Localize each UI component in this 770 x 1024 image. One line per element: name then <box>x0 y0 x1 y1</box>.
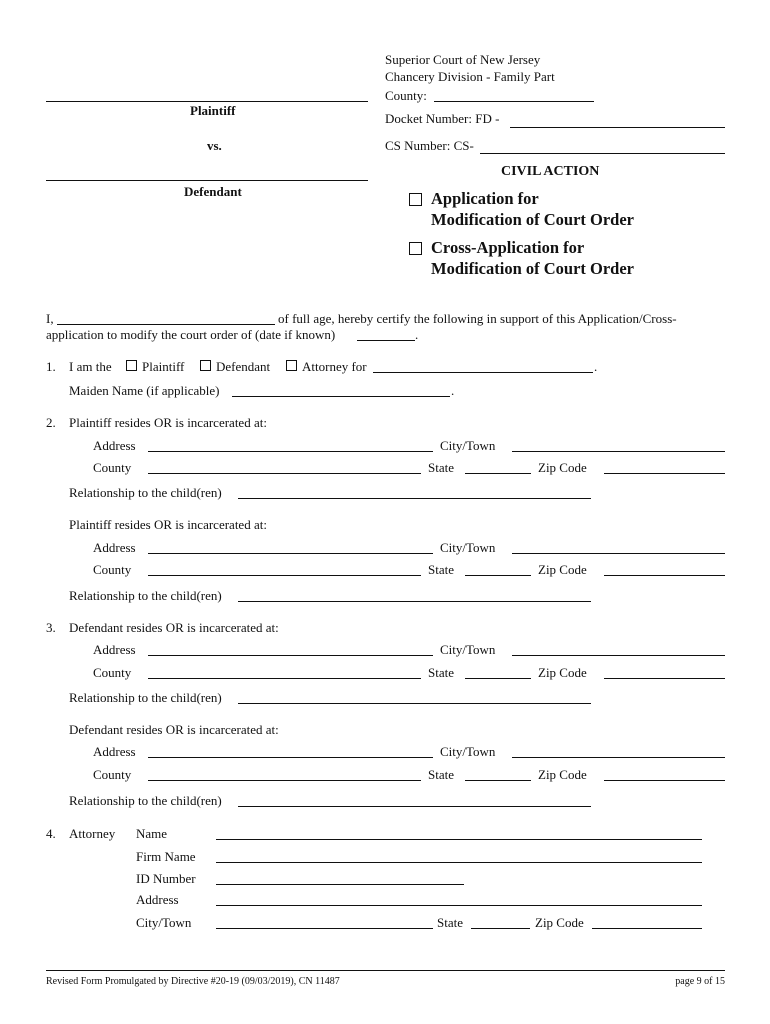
defendant-city-field-2[interactable] <box>512 742 725 758</box>
zip-code-label: Zip Code <box>538 562 587 577</box>
plaintiff-option-label: Plaintiff <box>142 359 185 374</box>
plaintiff-zip-field[interactable] <box>604 458 725 474</box>
defendant-zip-field-2[interactable] <box>604 765 725 781</box>
attorney-zip-field[interactable] <box>592 913 702 929</box>
cs-number-label: CS Number: CS- <box>385 138 474 153</box>
footer-divider <box>46 970 725 971</box>
plaintiff-residence-heading-2: Plaintiff resides OR is incarcerated at: <box>69 517 267 532</box>
defendant-residence-heading-2: Defendant resides OR is incarcerated at: <box>69 722 279 737</box>
defendant-city-field[interactable] <box>512 640 725 656</box>
relationship-label: Relationship to the child(ren) <box>69 690 222 705</box>
defendant-residence-heading: Defendant resides OR is incarcerated at: <box>69 620 279 635</box>
plaintiff-residence-heading: Plaintiff resides OR is incarcerated at: <box>69 415 267 430</box>
address-label: Address <box>93 438 136 453</box>
city-town-label: City/Town <box>440 744 496 759</box>
attorney-address-label: Address <box>136 892 179 907</box>
city-town-label: City/Town <box>440 642 496 657</box>
intro-period: . <box>415 327 419 342</box>
county-label: County <box>93 665 132 680</box>
cross-application-checkbox[interactable] <box>409 242 422 255</box>
plaintiff-address-field-2[interactable] <box>148 538 433 554</box>
plaintiff-address-field[interactable] <box>148 436 433 452</box>
court-name: Superior Court of New Jersey <box>385 52 541 67</box>
id-number-label: ID Number <box>136 871 196 886</box>
plaintiff-state-field-2[interactable] <box>465 560 531 576</box>
county-field[interactable] <box>434 86 594 102</box>
defendant-checkbox[interactable] <box>200 360 211 371</box>
plaintiff-city-field-2[interactable] <box>512 538 725 554</box>
intro-prefix: I, <box>46 311 54 326</box>
defendant-label: Defendant <box>184 184 242 199</box>
zip-code-label: Zip Code <box>538 767 587 782</box>
defendant-county-field-2[interactable] <box>148 765 421 781</box>
intro-text-2: application to modify the court order of (date if known) <box>46 327 336 342</box>
plaintiff-county-field-2[interactable] <box>148 560 421 576</box>
zip-code-label: Zip Code <box>538 665 587 680</box>
state-label: State <box>428 665 454 680</box>
item1-number: 1. <box>46 359 56 374</box>
id-number-field[interactable] <box>216 869 464 885</box>
defendant-option-label: Defendant <box>216 359 271 374</box>
defendant-zip-field[interactable] <box>604 663 725 679</box>
county-label: County <box>93 767 132 782</box>
relationship-label: Relationship to the child(ren) <box>69 485 222 500</box>
plaintiff-zip-field-2[interactable] <box>604 560 725 576</box>
plaintiff-county-field[interactable] <box>148 458 421 474</box>
certifier-name-field[interactable] <box>57 309 275 325</box>
attorney-name-label: Name <box>136 826 168 841</box>
defendant-relationship-field[interactable] <box>238 688 591 704</box>
vs-label: vs. <box>207 138 222 153</box>
court-division: Chancery Division - Family Part <box>385 69 555 84</box>
order-date-field[interactable] <box>357 325 415 341</box>
docket-number-field[interactable] <box>510 112 725 128</box>
cs-number-field[interactable] <box>480 138 725 154</box>
plaintiff-city-field[interactable] <box>512 436 725 452</box>
docket-number-label: Docket Number: FD - <box>385 111 500 126</box>
item4-number: 4. <box>46 826 56 841</box>
relationship-label: Relationship to the child(ren) <box>69 588 222 603</box>
state-label: State <box>428 460 454 475</box>
defendant-relationship-field-2[interactable] <box>238 791 591 807</box>
application-checkbox[interactable] <box>409 193 422 206</box>
civil-action-heading: CIVIL ACTION <box>501 164 600 179</box>
attorney-city-label: City/Town <box>136 915 192 930</box>
address-label: Address <box>93 744 136 759</box>
i-am-the-label: I am the <box>69 359 112 374</box>
attorney-label: Attorney <box>69 826 116 841</box>
defendant-state-field[interactable] <box>465 663 531 679</box>
plaintiff-state-field[interactable] <box>465 458 531 474</box>
defendant-address-field-2[interactable] <box>148 742 433 758</box>
attorney-city-field[interactable] <box>216 913 433 929</box>
attorney-address-field[interactable] <box>216 890 702 906</box>
maiden-name-label: Maiden Name (if applicable) <box>69 383 220 398</box>
zip-code-label: Zip Code <box>538 460 587 475</box>
intro-text-1: of full age, hereby certify the following in support of this Application/Cross- <box>278 311 677 326</box>
county-label: County <box>93 460 132 475</box>
address-label: Address <box>93 540 136 555</box>
plaintiff-label: Plaintiff <box>190 103 236 118</box>
footer-form-info: Revised Form Promulgated by Directive #20-19 (09/03/2019), CN 11487 <box>46 976 340 987</box>
page-number: page 9 of 15 <box>675 976 725 987</box>
item1-period: . <box>594 359 598 374</box>
item2-number: 2. <box>46 415 56 430</box>
plaintiff-relationship-field[interactable] <box>238 483 591 499</box>
state-label: State <box>428 767 454 782</box>
firm-name-field[interactable] <box>216 847 702 863</box>
city-town-label: City/Town <box>440 540 496 555</box>
attorney-for-label: Attorney for <box>302 359 367 374</box>
application-title-2: Modification of Court Order <box>431 210 635 229</box>
county-label: County: <box>385 88 427 103</box>
item3-number: 3. <box>46 620 56 635</box>
attorney-zip-label: Zip Code <box>535 915 584 930</box>
defendant-state-field-2[interactable] <box>465 765 531 781</box>
county-label: County <box>93 562 132 577</box>
relationship-label: Relationship to the child(ren) <box>69 793 222 808</box>
firm-name-label: Firm Name <box>136 849 196 864</box>
cross-application-title-1: Cross-Application for <box>431 238 585 257</box>
attorney-name-field[interactable] <box>216 824 702 840</box>
address-label: Address <box>93 642 136 657</box>
attorney-state-label: State <box>437 915 463 930</box>
plaintiff-relationship-field-2[interactable] <box>238 586 591 602</box>
plaintiff-checkbox[interactable] <box>126 360 137 371</box>
city-town-label: City/Town <box>440 438 496 453</box>
state-label: State <box>428 562 454 577</box>
application-title-1: Application for <box>431 189 539 208</box>
attorney-state-field[interactable] <box>471 913 530 929</box>
defendant-county-field[interactable] <box>148 663 421 679</box>
maiden-name-period: . <box>451 383 455 398</box>
plaintiff-signature-line <box>46 101 368 102</box>
attorney-for-checkbox[interactable] <box>286 360 297 371</box>
defendant-signature-line <box>46 180 368 181</box>
defendant-address-field[interactable] <box>148 640 433 656</box>
maiden-name-field[interactable] <box>232 381 450 397</box>
attorney-for-field[interactable] <box>373 357 593 373</box>
cross-application-title-2: Modification of Court Order <box>431 259 635 278</box>
